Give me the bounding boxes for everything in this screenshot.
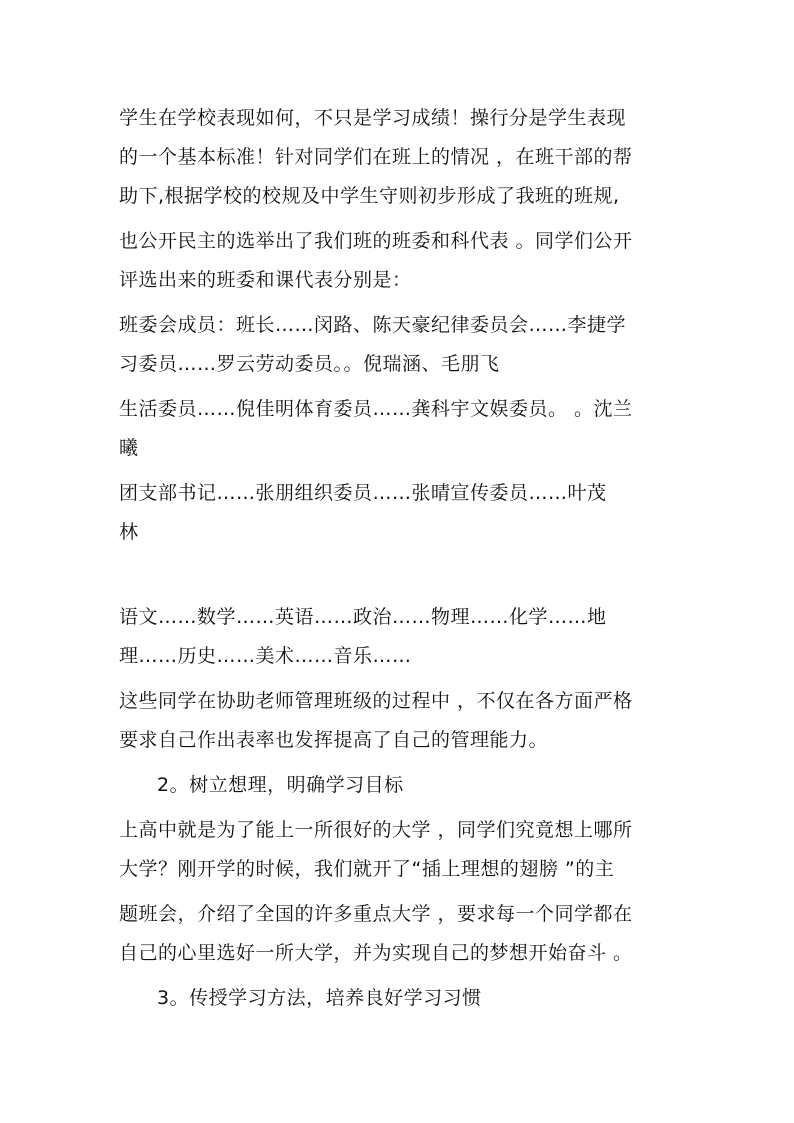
section-heading: 2。树立想理，明确学习目标 — [157, 774, 404, 796]
committee-line: 生活委员……倪佳明体育委员……龚科宇文娱委员。 。沈兰 — [119, 398, 633, 420]
committee-line: 曦 — [119, 437, 139, 459]
subjects-line: 理……历史……美术……音乐…… — [119, 645, 412, 667]
paragraph-line: 这些同学在协助老师管理班级的过程中 ，不仅在各方面严格 — [119, 690, 633, 712]
paragraph-line: 题班会，介绍了全国的许多重点大学 ，要求每一个同学都在 — [119, 903, 633, 925]
paragraph-line: 要求自己作出表率也发挥提高了自己的管理能力。 — [119, 729, 549, 751]
committee-line: 习委员……罗云劳动委员。。倪瑞涵、毛朋飞 — [119, 353, 500, 375]
section-heading: 3。传授学习方法，培养良好学习习惯 — [157, 987, 482, 1009]
paragraph-line: 上高中就是为了能上一所很好的大学 ，同学们究竟想上哪所 — [119, 819, 633, 841]
paragraph-line: 的一个基本标准！针对同学们在班上的情况 ，在班干部的帮 — [119, 146, 633, 168]
paragraph-line: 评选出来的班委和课代表分别是： — [119, 269, 412, 291]
paragraph-line: 学生在学校表现如何，不只是学习成绩！操行分是学生表现 — [119, 107, 627, 129]
subjects-line: 语文……数学……英语……政治……物理……化学……地 — [119, 606, 607, 628]
committee-line: 林 — [119, 521, 139, 543]
committee-line: 团支部书记……张朋组织委员……张晴宣传委员……叶茂 — [119, 482, 607, 504]
paragraph-line: 自己的心里选好一所大学，并为实现自己的梦想开始奋斗 。 — [119, 942, 633, 964]
committee-line: 班委会成员：班长……闵路、陈天豪纪律委员会……李捷学 — [119, 314, 627, 336]
paragraph-line: 助下,根据学校的校规及中学生守则初步形成了我班的班规, — [119, 185, 620, 207]
paragraph-line: 大学？刚开学的时候，我们就开了“插上理想的翅膀 ”的主 — [119, 858, 615, 880]
paragraph-line: 也公开民主的选举出了我们班的班委和科代表 。同学们公开 — [119, 230, 633, 252]
